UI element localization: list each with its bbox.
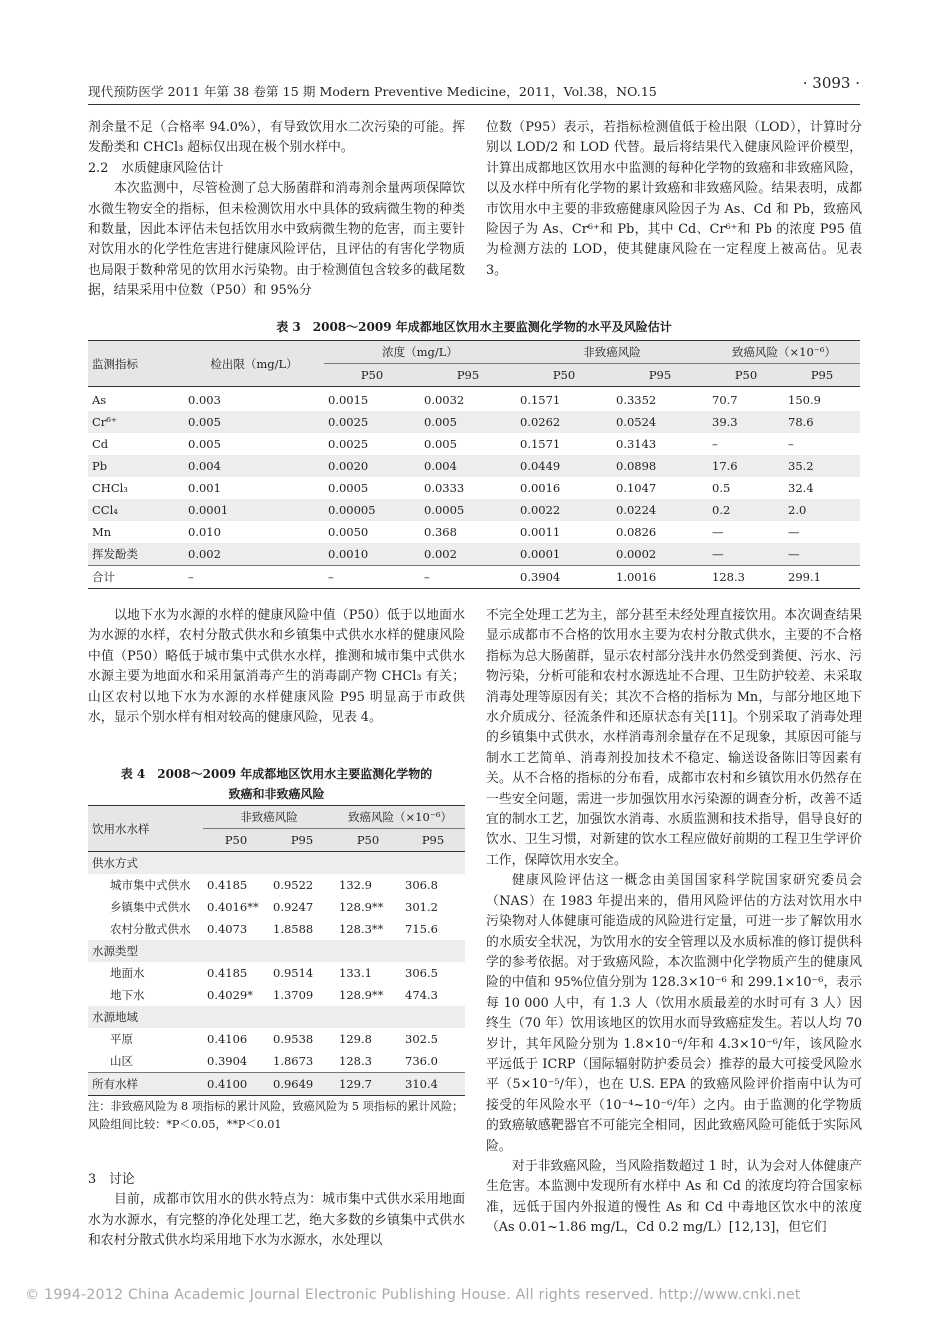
table-cell: 挥发酚类	[88, 543, 184, 566]
table-cell: As	[92, 393, 107, 407]
table-cell: 306.5	[405, 966, 438, 980]
table-row	[88, 455, 860, 477]
table-cell: Pb	[88, 455, 184, 477]
table-cell	[269, 1006, 335, 1028]
table-cell: 0.0005	[328, 481, 369, 495]
table-cell: 水源类型	[88, 940, 203, 962]
table-cell: —	[712, 525, 724, 539]
section-heading-3: 3 讨论	[88, 1172, 135, 1187]
table-row	[88, 387, 860, 412]
table-group-row	[88, 852, 465, 875]
subheader-cell: P50	[203, 829, 269, 852]
table-cell: 70.7	[712, 393, 738, 407]
subheader-cell: P95	[401, 829, 465, 852]
paragraph: 本次监测中，尽管检测了总大肠菌群和消毒剂余量两项保障饮水微生物安全的指标，但未检测饮用水中具体的致病微生物的种类和数量，因此本评估未包括饮用水中致病微生物的危害，而主要针对饮用水的化学性危害进行健康风险评估，且评估的有害化学物质也局限于数种常见的饮用水污染物。由于检测值包含较多的截尾数据，结果采用中位数（P50）和 95%分	[88, 181, 465, 299]
table-cell	[335, 1006, 401, 1028]
copyright-footer: © 1994-2012 China Academic Journal Electronic Publishing House. All rights reserved. http://www.cnki.net	[25, 1287, 801, 1303]
paragraph: 位数（P95）表示，若指标检测值低于检出限（LOD），计算时分别以 LOD/2 和 LOD 代替。最后将结果代入健康风险评价模型，计算出成都地区饮用水中监测的每种化学物的致癌和非致癌风险，以及水样中所有化学物的累计致癌和非致癌风险。结果表明，成都市饮用水中主要的非致癌健康风险因子为 As、Cd 和 Pb，致癌风险因子为 As、Cr⁶⁺和 Pb，其中 Cd、Cr⁶⁺和 Pb 的浓度 P95 值为检测方法的 LOD，使其健康风险在一定程度上被高估。见表 3。	[486, 120, 862, 278]
table-row	[88, 543, 860, 566]
subheader-cell: P50	[324, 364, 420, 387]
table-cell: 128.3	[339, 1054, 372, 1068]
table-cell: CCl₄	[88, 499, 184, 521]
table-cell: 310.4	[401, 1073, 465, 1096]
table-cell: 150.9	[788, 393, 821, 407]
table-cell	[269, 852, 335, 875]
table-cell: 474.3	[405, 988, 438, 1002]
table-cell: 0.5	[712, 481, 731, 495]
table-cell: 0.0020	[324, 455, 420, 477]
table-row	[88, 874, 465, 896]
table-cell: 山区	[110, 1054, 133, 1068]
table-row	[88, 566, 860, 589]
table-row	[88, 918, 465, 940]
table-cell: 128.9**	[339, 988, 384, 1002]
table-cell: 所有水样	[88, 1073, 203, 1096]
table-cell: 0.0025	[324, 411, 420, 433]
table-cell	[401, 852, 465, 875]
table-cell: 0.004	[184, 455, 324, 477]
table-row	[88, 896, 465, 918]
table-cell: 0.0015	[328, 393, 369, 407]
left-column-bottom	[88, 1170, 465, 1252]
table-cell: 301.2	[405, 900, 438, 914]
paragraph: 健康风险评估这一概念由美国国家科学院国家研究委员会（NAS）在 1983 年提出来的，借用风险评估的方法对饮用水中污染物对人体健康可能造成的风险进行定量，可进一步了解饮用水的水质安全状况，为饮用水的安全管理以及水质标准的修订提供科学的参考依据。对于致癌风险，本次监测中化学物质产生的健康风险的中值和 95%位值分别为 128.3×10⁻⁶ 和 299.1×10⁻⁶，表示每 10 000 人中，有 1.3 人（饮用水质最差的水时可有 3 人）因终生（70 年）饮用该地区的饮用水而导致癌症发生。若以人均 70 岁计，其年风险分别为 1.8×10⁻⁶/年和 4.3×10⁻⁶/年，该风险水平远低于 ICRP（国际辐射防护委员会）推荐的最大可接受风险水平（5×10⁻⁵/年），也在 U.S. EPA 的致癌风险评价指南中认为可接受的年风险水平（10⁻⁴~10⁻⁶/年）之内。由于监测的化学物质的致癌敏感靶器官不可能完全相同，因此致癌风险可能低于实际风险。	[486, 873, 862, 1154]
table-cell: 0.9649	[269, 1073, 335, 1096]
table-cell: 302.5	[405, 1032, 438, 1046]
left-column-top	[88, 118, 465, 302]
table-cell	[203, 852, 269, 875]
table-cell: 地面水	[110, 966, 145, 980]
subheader-cell: P95	[420, 364, 516, 387]
table-cell: 1.3709	[273, 988, 314, 1002]
table-cell: 1.0016	[612, 566, 708, 589]
table-cell: 0.004	[420, 455, 516, 477]
table-row	[88, 433, 860, 455]
table-cell: 0.005	[420, 411, 516, 433]
table-3	[88, 340, 860, 589]
table-cell: 35.2	[784, 455, 860, 477]
subheader-cell: P95	[269, 829, 335, 852]
table-cell: 0.9247	[273, 900, 314, 914]
table-cell: –	[324, 566, 420, 589]
table-cell: 0.0224	[612, 499, 708, 521]
table-cell: —	[784, 543, 860, 566]
paragraph: 不完全处理工艺为主，部分甚至未经处理直接饮用。本次调查结果显示成都市不合格的饮用水主要为农村分散式供水，主要的不合格指标为总大肠菌群，显示农村部分浅井水仍然受到粪便、污水、污物污染，分析可能和农村水源选址不合理、卫生防护较差、未采取消毒处理等原因有关；其次不合格的指标为 Mn，与部分地区地下水介质成分、径流条件和还原状态有关[11]。个别采取了消毒处理的乡镇集中式供水，水样消毒剂余量存在不足现象，其原因可能与制水工艺简单、消毒剂投加技术不稳定、输送设备陈旧等因素有关。从不合格的指标的分布看，成都市农村和乡镇饮用水仍然存在一些安全问题，需进一步加强饮用水污染源的调查分析，改善不适宜的制水工艺，加强饮水消毒、水质监测和技术指导，倡导良好的饮水、卫生习惯，对新建的饮水工程应做好前期的工程卫生学评价工作，保障饮用水安全。	[486, 608, 862, 868]
table-cell: 0.0010	[324, 543, 420, 566]
paragraph: 目前，成都市饮用水的供水特点为：城市集中式供水采用地面水为水源水，有完整的净化处理工艺，绝大多数的乡镇集中式供水和农村分散式供水均采用地下水为水源水，水处理以	[88, 1192, 465, 1249]
table-cell: 0.0898	[612, 455, 708, 477]
table-row	[88, 477, 860, 499]
table-cell: 0.0001	[516, 543, 612, 566]
table-cell: –	[712, 437, 718, 451]
table-cell: 1.8588	[273, 922, 314, 936]
table-cell: 128.3**	[339, 922, 384, 936]
table-cell: 0.4100	[203, 1073, 269, 1096]
table-cell	[401, 1006, 465, 1028]
subheader-cell: P50	[708, 364, 784, 387]
table-cell: 0.3143	[616, 437, 657, 451]
table-cell: 0.2	[708, 499, 784, 521]
table-cell: 农村分散式供水	[110, 922, 191, 936]
table-4	[88, 805, 465, 1096]
table-group-row	[88, 1006, 465, 1028]
subheader-cell: P50	[335, 829, 401, 852]
table-cell: 0.0016	[520, 481, 561, 495]
table-cell: 0.3904	[207, 1054, 248, 1068]
table-row	[88, 499, 860, 521]
table-cell: 2.0	[784, 499, 860, 521]
table-cell: 0.4029*	[207, 988, 253, 1002]
table-cell: 0.001	[188, 481, 221, 495]
table-cell: 0.0262	[516, 411, 612, 433]
table-cell: 0.003	[188, 393, 221, 407]
table-cell: 0.0524	[612, 411, 708, 433]
table-cell: 0.002	[420, 543, 516, 566]
table-4-caption-line-2: 致癌和非致癌风险	[228, 787, 325, 801]
journal-citation: 现代预防医学 2011 年第 38 卷第 15 期 Modern Preventive Medicine，2011，Vol.38，NO.15	[88, 84, 657, 99]
table-cell: –	[184, 566, 324, 589]
table-cell: 水源地域	[88, 1006, 203, 1028]
table-cell: 乡镇集中式供水	[110, 900, 191, 914]
table-cell: 0.0025	[328, 437, 369, 451]
table-cell: 0.9522	[273, 878, 314, 892]
table-cell	[401, 940, 465, 962]
header-cell: 致癌风险（×10⁻⁶）	[335, 806, 465, 829]
table-cell: 133.1	[339, 966, 372, 980]
table-cell: 78.6	[784, 411, 860, 433]
table-cell: 0.0002	[612, 543, 708, 566]
table-cell: Cd	[92, 437, 109, 451]
table-cell: 299.1	[784, 566, 860, 589]
subheader-cell: P50	[516, 364, 612, 387]
table-cell: 供水方式	[88, 852, 203, 875]
table-cell: 0.0826	[616, 525, 657, 539]
table-cell: 地下水	[110, 988, 145, 1002]
table-cell: 17.6	[708, 455, 784, 477]
table-cell: 0.4106	[207, 1032, 248, 1046]
paragraph: 对于非致癌风险，当风险指数超过 1 时，认为会对人体健康产生危害。本监测中发现所有水样中 As 和 Cd 的浓度均符合国家标准，远低于国内外报道的慢性 As 和 Cd 中毒地区饮水中的浓度（As 0.01~1.86 mg/L，Cd 0.2 mg/L）[12,13]，但它们	[486, 1158, 862, 1236]
table-cell: 306.8	[405, 878, 438, 892]
subheader-cell: P95	[612, 364, 708, 387]
table-cell: 0.005	[184, 411, 324, 433]
table-cell: 0.0333	[424, 481, 465, 495]
table-4-body	[88, 852, 465, 1096]
header-cell: 检出限（mg/L）	[184, 341, 324, 387]
table-cell: 129.8	[339, 1032, 372, 1046]
page-number: · 3093 ·	[802, 74, 860, 92]
table-cell: Cr⁶⁺	[88, 411, 184, 433]
table-4-caption	[88, 764, 465, 804]
table-cell: CHCl₃	[92, 481, 128, 495]
table-cell: 0.9514	[273, 966, 314, 980]
table-cell: 129.7	[335, 1073, 401, 1096]
table-cell: 0.00005	[324, 499, 420, 521]
table-cell	[203, 1006, 269, 1028]
table-cell: 0.0001	[184, 499, 324, 521]
table-row	[88, 411, 860, 433]
right-column-top	[486, 118, 862, 281]
table-cell: 1.8673	[273, 1054, 314, 1068]
table-cell	[203, 940, 269, 962]
subheader-cell: P95	[784, 364, 860, 387]
table-cell: –	[420, 566, 516, 589]
table-cell: 0.005	[188, 437, 221, 451]
section-heading-2-2: 2.2 水质健康风险估计	[88, 160, 224, 176]
table-cell: 0.9538	[273, 1032, 314, 1046]
table-cell: 0.4016**	[207, 900, 259, 914]
table-cell: 0.1047	[616, 481, 657, 495]
table-cell: 0.005	[424, 437, 457, 451]
table-3-body	[88, 387, 860, 589]
table-cell: 0.0011	[520, 525, 561, 539]
table-cell: 0.4185	[207, 966, 248, 980]
header-cell: 致癌风险（×10⁻⁶）	[708, 341, 860, 364]
table-cell: 0.010	[188, 525, 221, 539]
table-cell: 平原	[110, 1032, 133, 1046]
table-cell: 0.0449	[516, 455, 612, 477]
header-cell: 饮用水水样	[88, 806, 203, 852]
table-cell: 0.1571	[520, 393, 561, 407]
table-cell: 39.3	[708, 411, 784, 433]
header-cell: 非致癌风险	[203, 806, 335, 829]
table-cell: 32.4	[788, 481, 814, 495]
table-cell: 0.0050	[328, 525, 369, 539]
table-cell: —	[708, 543, 784, 566]
table-cell: 0.4185	[207, 878, 248, 892]
table-cell: 0.3352	[616, 393, 657, 407]
table-cell: 0.3904	[516, 566, 612, 589]
left-column-middle	[88, 606, 465, 728]
table-cell: 0.1571	[520, 437, 561, 451]
table-cell: —	[788, 525, 800, 539]
table-group-row	[88, 940, 465, 962]
table-cell: Mn	[92, 525, 112, 539]
table-cell: 0.4073	[207, 922, 248, 936]
table-4-caption-line-1: 表 4 2008～2009 年成都地区饮用水主要监测化学物的	[120, 767, 433, 781]
table-cell: –	[788, 437, 794, 451]
table-cell	[269, 940, 335, 962]
table-cell: 城市集中式供水	[110, 878, 191, 892]
table-cell: 715.6	[405, 922, 438, 936]
table-cell: 0.0032	[424, 393, 465, 407]
table-cell: 0.002	[184, 543, 324, 566]
table-cell: 132.9	[339, 878, 372, 892]
table-cell: 0.0022	[516, 499, 612, 521]
table-cell: 0.368	[424, 525, 457, 539]
table-cell: 128.9**	[339, 900, 384, 914]
right-column-main	[486, 606, 862, 1239]
paragraph: 以地下水为水源的水样的健康风险中值（P50）低于以地面水为水源的水样，农村分散式供水和乡镇集中式供水水样的健康风险中值（P50）略低于城市集中式供水水样，推测和城市集中式供水水源主要为地面水和采用氯消毒产生的消毒副产物 CHCl₃ 有关；山区农村以地下水为水源的水样健康风险 P95 明显高于市政供水，显示个别水样有相对较高的健康风险，见表 4。	[88, 608, 465, 726]
table-3-caption: 表 3 2008～2009 年成都地区饮用水主要监测化学物的水平及风险估计	[276, 320, 672, 334]
table-row	[88, 1028, 465, 1050]
running-header	[88, 70, 860, 100]
table-row	[88, 1050, 465, 1073]
table-cell: 128.3	[708, 566, 784, 589]
table-cell: 0.0005	[420, 499, 516, 521]
table-4-note: 注：非致癌风险为 8 项指标的累计风险，致癌风险为 5 项指标的累计风险；风险组间比较：*P＜0.05，**P＜0.01	[88, 1100, 464, 1131]
table-cell	[335, 852, 401, 875]
paragraph: 剂余量不足（合格率 94.0%），有导致饮用水二次污染的可能。挥发酚类和 CHCl₃ 超标仅出现在极个别水样中。	[88, 120, 465, 156]
header-rule	[88, 104, 860, 105]
header-cell: 浓度（mg/L）	[324, 341, 516, 364]
table-row	[88, 984, 465, 1006]
table-cell: 合计	[88, 566, 184, 589]
table-cell	[335, 940, 401, 962]
header-cell: 非致癌风险	[516, 341, 708, 364]
table-row	[88, 521, 860, 543]
table-row	[88, 962, 465, 984]
table-cell: 736.0	[405, 1054, 438, 1068]
header-cell: 监测指标	[88, 341, 184, 387]
table-group-row	[88, 1073, 465, 1096]
